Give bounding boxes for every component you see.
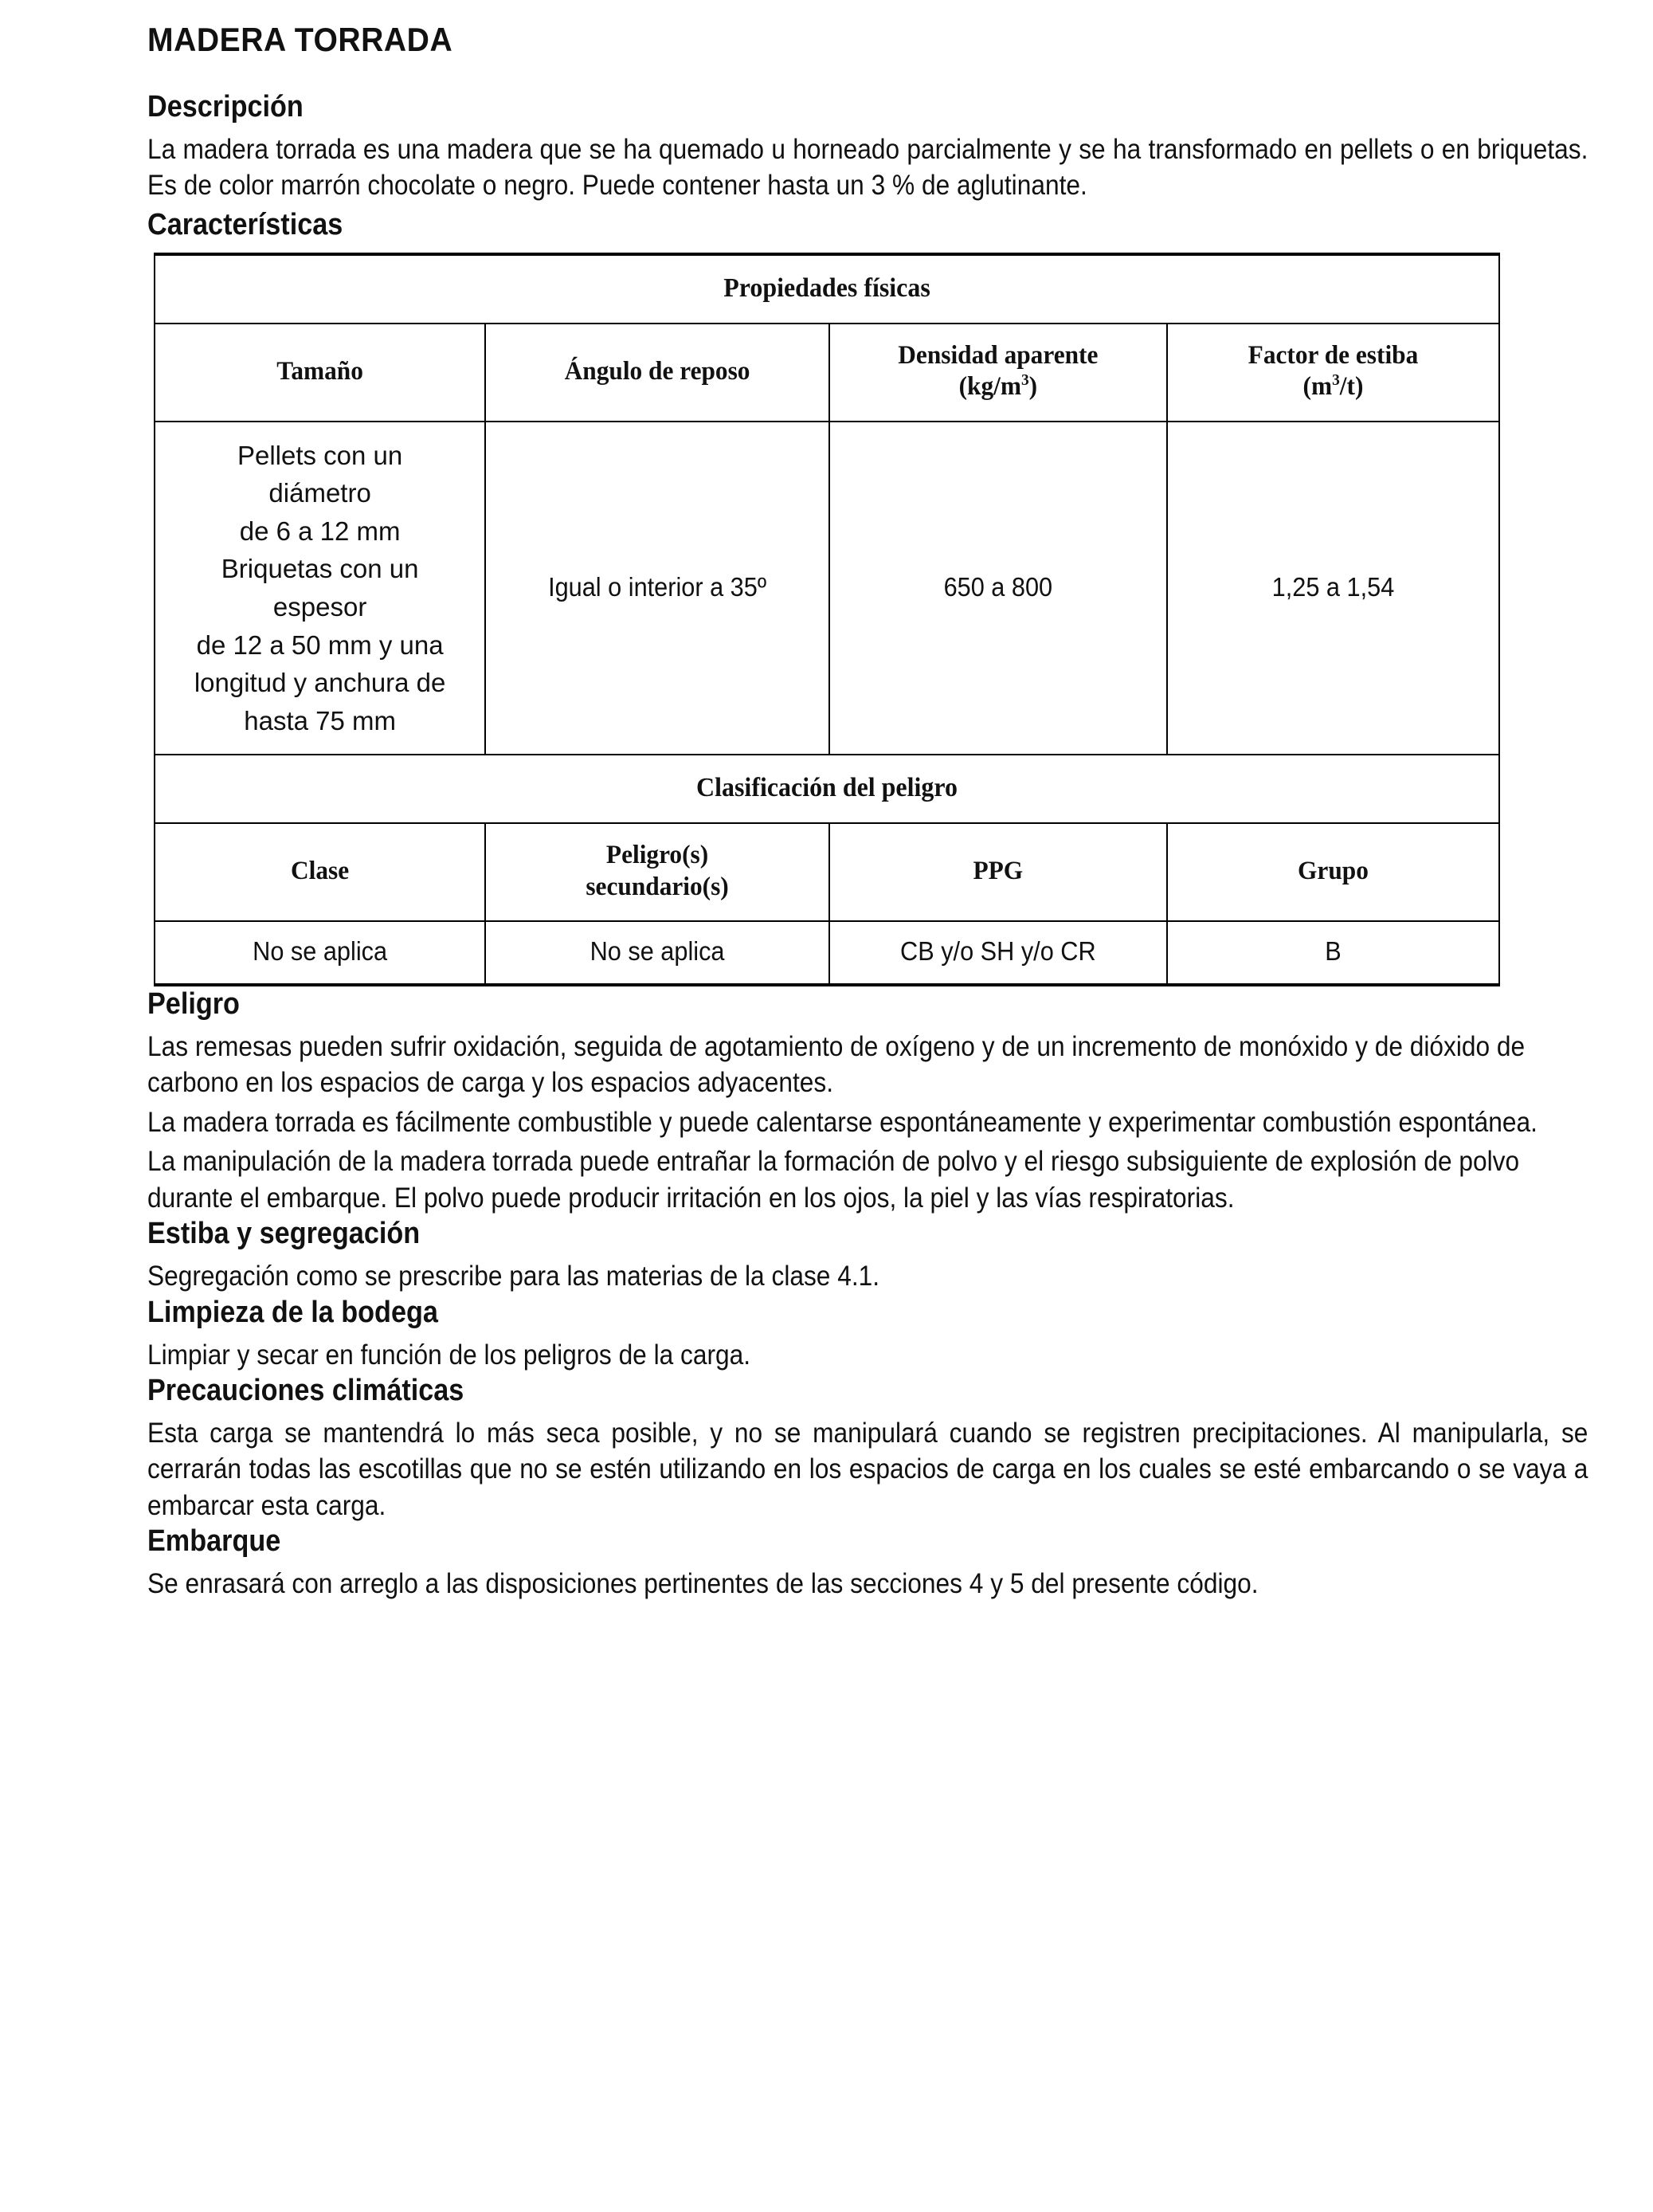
value-peligros-secundarios: No se aplica bbox=[497, 921, 817, 985]
value-tamano bbox=[155, 422, 485, 755]
section-heading-estiba: Estiba y segregación bbox=[147, 1217, 421, 1251]
characteristics-table-wrapper bbox=[154, 253, 1500, 986]
tamano-line-2: de 6 a 12 mm bbox=[239, 516, 401, 546]
section-heading-precauciones: Precauciones climáticas bbox=[147, 1374, 464, 1408]
page-content bbox=[147, 22, 1589, 1602]
value-densidad-aparente: 650 a 800 bbox=[841, 422, 1155, 755]
table-row-hazard-values bbox=[155, 921, 1499, 985]
table-row-physical-band bbox=[155, 254, 1499, 324]
tamano-line-5: de 12 a 50 mm y una bbox=[196, 629, 444, 660]
physical-properties-band: Propiedades físicas bbox=[195, 254, 1459, 324]
tamano-line-3: Briquetas con un bbox=[221, 554, 419, 584]
header-estiba-unit-sup: 3 bbox=[1332, 371, 1340, 390]
section-heading-caracteristicas: Características bbox=[147, 207, 343, 241]
tamano-line-0: Pellets con un bbox=[237, 440, 403, 470]
value-factor-estiba: 1,25 a 1,54 bbox=[1179, 422, 1488, 755]
table-row-hazard-headers bbox=[155, 823, 1499, 921]
embarque-paragraph: Se enrasará con arreglo a las disposiciones pertinentes de las secciones 4 y 5 del presente código. bbox=[147, 1568, 1259, 1600]
value-clase: No se aplica bbox=[166, 921, 474, 985]
estiba-paragraph: Segregación como se prescribe para las materias de la clase 4.1. bbox=[147, 1261, 880, 1292]
header-ppg: PPG bbox=[838, 823, 1159, 921]
peligro-paragraph-2: La madera torrada es fácilmente combustible y puede calentarse espontáneamente y experimentar combustión espontánea. bbox=[147, 1106, 1537, 1138]
section-heading-descripcion: Descripción bbox=[147, 90, 304, 124]
table-row-physical-headers bbox=[155, 324, 1499, 422]
header-densidad-unit-post: ) bbox=[1029, 372, 1038, 402]
value-angulo-reposo: Igual o interior a 35º bbox=[497, 422, 817, 755]
header-estiba-unit-pre: (m bbox=[1302, 372, 1333, 402]
table-row-physical-values bbox=[155, 422, 1499, 755]
tamano-line-1: diámetro bbox=[268, 478, 371, 508]
page-title: MADERA TORRADA bbox=[147, 21, 453, 58]
header-densidad-unit-sup: 3 bbox=[1021, 371, 1030, 390]
header-densidad-line1: Densidad aparente bbox=[898, 340, 1099, 370]
precauciones-paragraph: Esta carga se mantendrá lo más seca posible, y no se manipulará cuando se registren precipitaciones. Al manipularla, se cerrarán todas las escotillas que no se estén utilizando en los espacios de carga en los cuales se esté embarcando o se vaya a embarcar esta carga. bbox=[147, 1417, 1588, 1521]
section-heading-embarque: Embarque bbox=[147, 1524, 281, 1559]
header-peligros-secundarios bbox=[494, 823, 821, 921]
tamano-line-7: hasta 75 mm bbox=[244, 705, 396, 735]
value-ppg: CB y/o SH y/o CR bbox=[841, 921, 1155, 985]
header-estiba-unit-post: /t) bbox=[1339, 372, 1364, 402]
header-tamano: Tamaño bbox=[163, 324, 476, 422]
header-peligros-line2: secundario(s) bbox=[586, 872, 729, 901]
header-clase: Clase bbox=[163, 823, 476, 921]
section-heading-peligro: Peligro bbox=[147, 987, 240, 1022]
peligro-paragraph-1: Las remesas pueden sufrir oxidación, seguida de agotamiento de oxígeno y de un incremento de monóxido y de dióxido de carbono en los espacios de carga y los espacios adyacentes. bbox=[147, 1030, 1526, 1099]
table-row-hazard-band bbox=[155, 755, 1499, 823]
header-angulo-reposo: Ángulo de reposo bbox=[494, 324, 821, 422]
header-peligros-line1: Peligro(s) bbox=[606, 841, 709, 870]
header-factor-estiba bbox=[1175, 324, 1490, 422]
header-densidad-aparente bbox=[838, 324, 1159, 422]
peligro-paragraph-3: La manipulación de la madera torrada puede entrañar la formación de polvo y el riesgo subsiguiente de explosión de polvo durante el embarque. El polvo puede producir irritación en los ojos, la piel y las vías respiratorias. bbox=[147, 1146, 1520, 1214]
section-heading-limpieza: Limpieza de la bodega bbox=[147, 1295, 438, 1329]
header-estiba-line1: Factor de estiba bbox=[1248, 340, 1419, 370]
tamano-line-6: longitud y anchura de bbox=[194, 668, 446, 698]
characteristics-table bbox=[154, 253, 1500, 986]
tamano-line-4: espesor bbox=[272, 592, 367, 622]
descripcion-paragraph: La madera torrada es una madera que se ha quemado u horneado parcialmente y se ha transformado en pellets o en briquetas. Es de color marrón chocolate o negro. Puede contener hasta un 3 % de aglutinante. bbox=[147, 133, 1588, 202]
limpieza-paragraph: Limpiar y secar en función de los peligros de la carga. bbox=[147, 1339, 751, 1371]
value-grupo: B bbox=[1179, 921, 1488, 985]
header-densidad-unit-pre: (kg/m bbox=[958, 372, 1022, 402]
hazard-classification-band: Clasificación del peligro bbox=[195, 755, 1459, 823]
header-grupo: Grupo bbox=[1175, 823, 1490, 921]
